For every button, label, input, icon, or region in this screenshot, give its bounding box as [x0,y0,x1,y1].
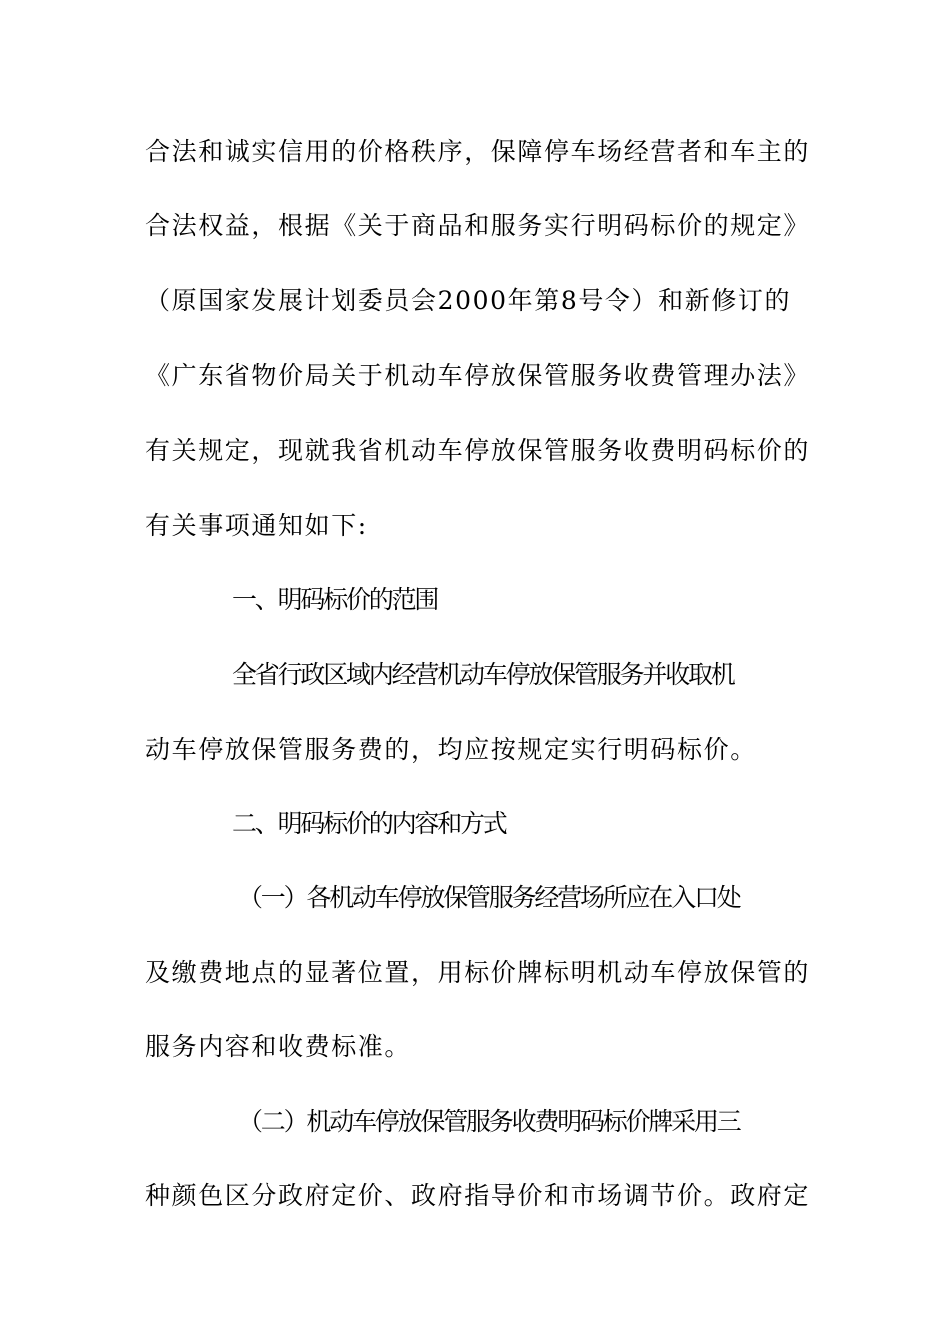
paragraph-line: 有关规定，现就我省机动车停放保管服务收费明码标价的 [145,436,811,465]
paragraph-line: 有关事项通知如下: [145,511,368,540]
section-heading: 一、明码标价的范围 [232,585,438,614]
paragraph-line: 动车停放保管服务费的，均应按规定实行明码标价。 [145,735,757,764]
paragraph-line: （原国家发展计划委员会2000年第8号令）和新修订的 [145,286,792,315]
paragraph-line: 《广东省物价局关于机动车停放保管服务收费管理办法》 [145,361,811,390]
paragraph-line: （二）机动车停放保管服务收费明码标价牌采用三 [238,1107,740,1136]
paragraph-line: 服务内容和收费标准。 [145,1032,412,1061]
paragraph-line: （一）各机动车停放保管服务经营场所应在入口处 [238,883,740,912]
paragraph-line: 全省行政区域内经营机动车停放保管服务并收取机 [232,660,734,689]
paragraph-line: 合法权益，根据《关于商品和服务实行明码标价的规定》 [145,211,811,240]
paragraph-line: 种颜色区分政府定价、政府指导价和市场调节价。政府定 [145,1181,811,1210]
section-heading: 二、明码标价的内容和方式 [232,809,506,838]
paragraph-line: 及缴费地点的显著位置，用标价牌标明机动车停放保管的 [145,958,811,987]
paragraph-line: 合法和诚实信用的价格秩序，保障停车场经营者和车主的 [145,137,811,166]
